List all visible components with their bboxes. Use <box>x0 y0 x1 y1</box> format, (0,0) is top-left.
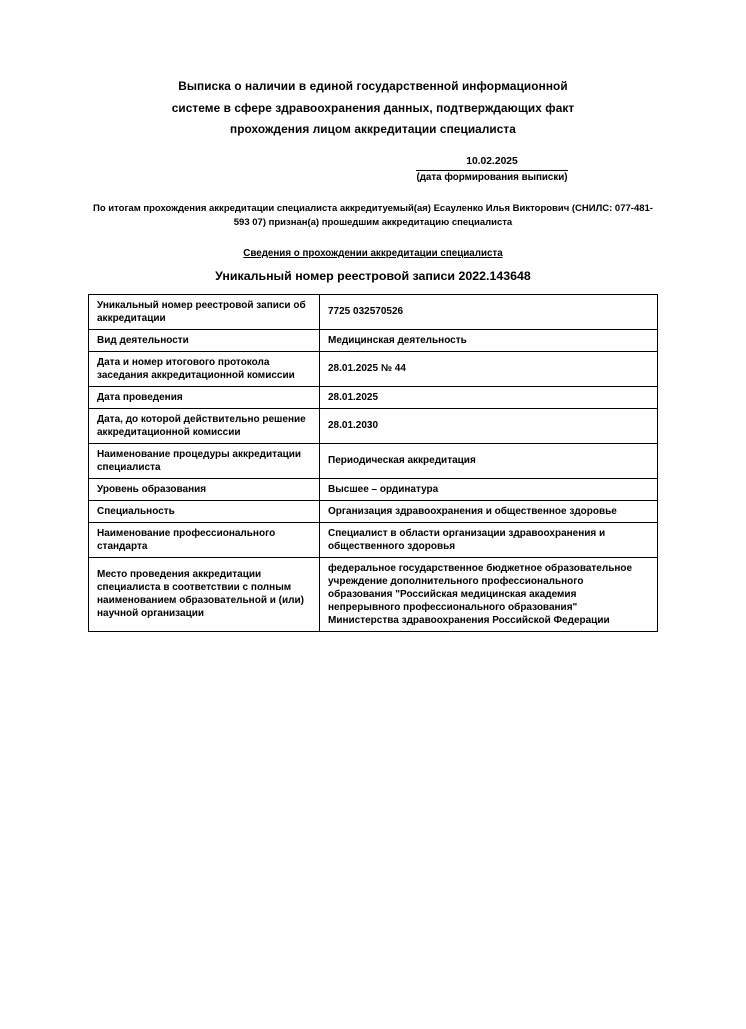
table-row-value: Высшее – ординатура <box>320 478 658 500</box>
table-row-value: Организация здравоохранения и общественное здоровье <box>320 500 658 522</box>
intro-line: По итогам прохождения аккредитации специалиста аккредитуемый(ая) Есауленко Илья Викторович (СНИЛС: 077-481- <box>93 202 653 214</box>
table-row <box>89 408 658 443</box>
table-row-label: Дата проведения <box>89 386 320 408</box>
table-row <box>89 329 658 351</box>
table-row <box>89 443 658 478</box>
table-row-label: Наименование процедуры аккредитации специалиста <box>89 443 320 478</box>
intro-paragraph <box>88 202 658 230</box>
table-row-label: Место проведения аккредитации специалиста в соответствии с полным наименованием образовательной и (или) научной организации <box>89 557 320 631</box>
table-row-value: 28.01.2030 <box>320 408 658 443</box>
registry-number-heading: Уникальный номер реестровой записи 2022.143648 <box>215 268 531 283</box>
intro-line: 593 07) признан(а) прошедшим аккредитацию специалиста <box>233 216 513 228</box>
table-row-label: Специальность <box>89 500 320 522</box>
table-row <box>89 351 658 386</box>
document-title-line: Выписка о наличии в единой государственной информационной <box>178 79 568 93</box>
table-row <box>89 500 658 522</box>
table-row-label: Уникальный номер реестровой записи об аккредитации <box>89 294 320 329</box>
table-row-label: Вид деятельности <box>89 329 320 351</box>
document-title <box>88 76 658 141</box>
table-row-value: Специалист в области организации здравоохранения и общественного здоровья <box>320 522 658 557</box>
document-title-line: системе в сфере здравоохранения данных, подтверждающих факт <box>171 100 575 115</box>
table-row-value: 28.01.2025 <box>320 386 658 408</box>
table-row <box>89 386 658 408</box>
document-title-line: прохождения лицом аккредитации специалиста <box>230 122 516 136</box>
table-row-label: Дата и номер итогового протокола заседания аккредитационной комиссии <box>89 351 320 386</box>
table-row <box>89 478 658 500</box>
table-row-value: Периодическая аккредитация <box>320 443 658 478</box>
table-row <box>89 557 658 631</box>
table-row-value: Медицинская деятельность <box>320 329 658 351</box>
table-row <box>89 294 658 329</box>
table-row-label: Уровень образования <box>89 478 320 500</box>
table-row-label: Наименование профессионального стандарта <box>89 522 320 557</box>
issue-date: 10.02.2025 <box>416 156 568 171</box>
table-row-value: федеральное государственное бюджетное образовательное учреждение дополнительного профессионального образования "Российская медицинская академия непрерывного профессионального образования" Министерства здравоохранения Российской Федерации <box>320 557 658 631</box>
accreditation-table <box>88 294 658 632</box>
table-row-value: 28.01.2025 № 44 <box>320 351 658 386</box>
section-heading: Сведения о прохождении аккредитации специалиста <box>243 247 503 259</box>
table-row <box>89 522 658 557</box>
table-row-value: 7725 032570526 <box>320 294 658 329</box>
issue-date-caption: (дата формирования выписки) <box>416 171 568 183</box>
issue-date-block <box>416 156 568 184</box>
table-row-label: Дата, до которой действительно решение аккредитационной комиссии <box>89 408 320 443</box>
